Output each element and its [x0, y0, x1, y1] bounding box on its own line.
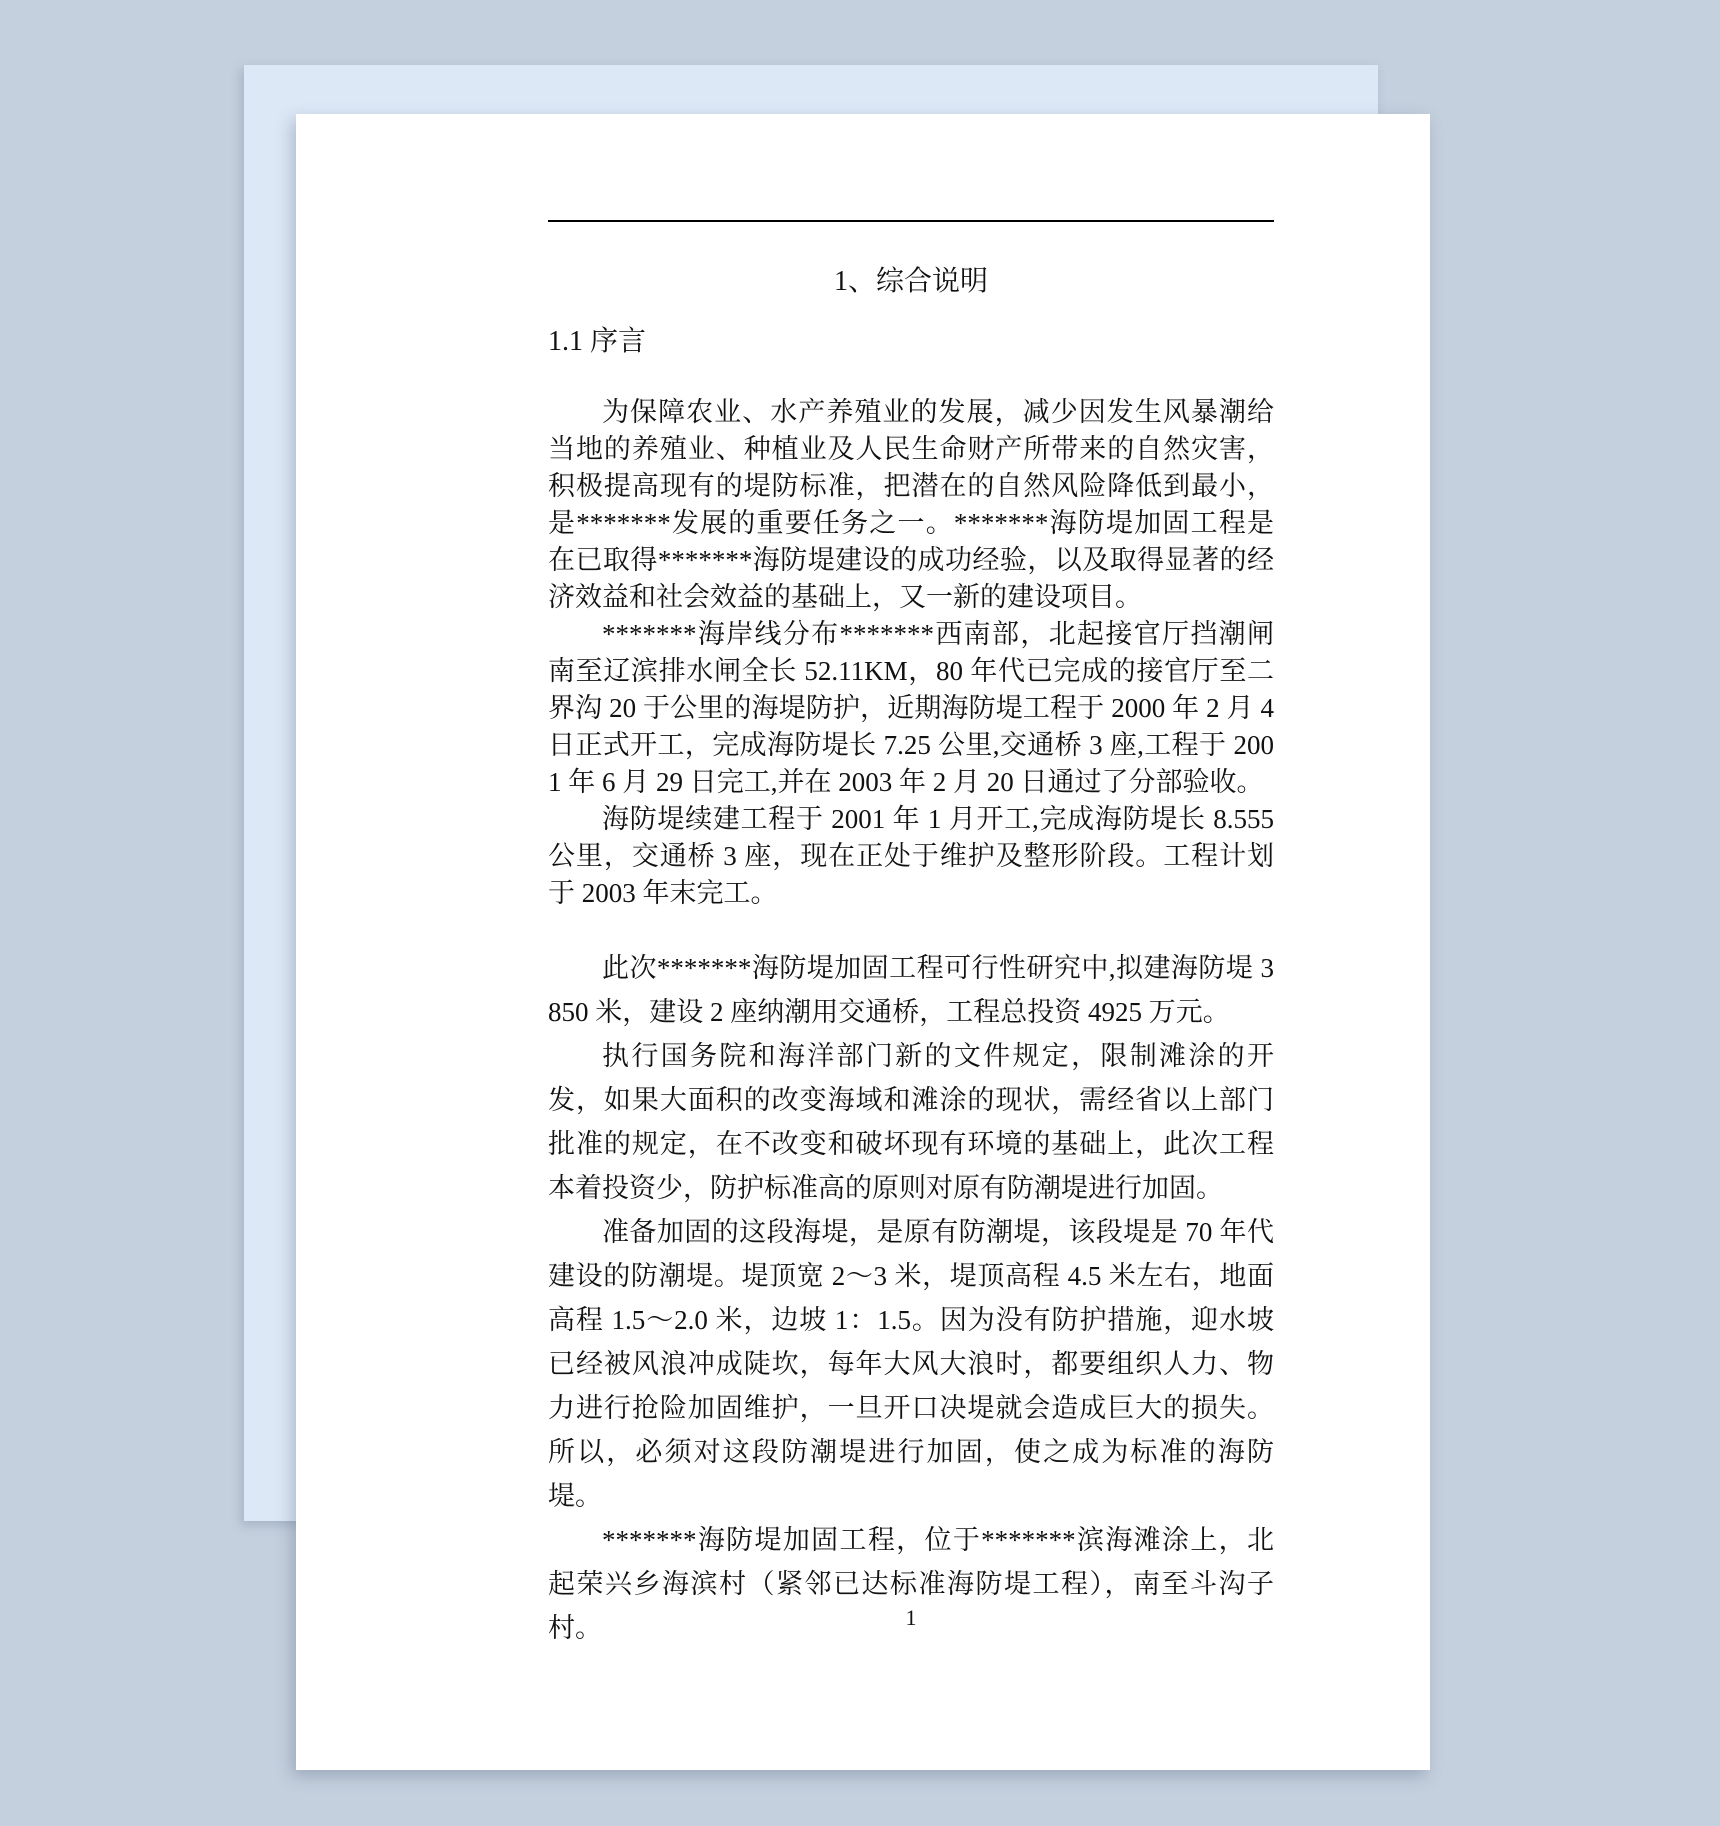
paragraph: 海防堤续建工程于 2001 年 1 月开工,完成海防堤长 8.555 公里，交通桥 3 座，现在正处于维护及整形阶段。工程计划于 2003 年末完工。 — [548, 804, 1274, 908]
document-title: 1、综合说明 — [833, 266, 988, 297]
paragraph: 准备加固的这段海堤，是原有防潮堤，该段堤是 70 年代建设的防潮堤。堤顶宽 2～3 米，堤顶高程 4.5 米左右，地面高程 1.5～2.0 米，边坡 1：1.5。因为没有防护措施，迎水坡已经被风浪冲成陡坎，每年大风大浪时，都要组织人力、物力进行抢险加固维护，一旦开口决堤就会造成巨大的损失。所以，必须对这段防潮堤进行加固，使之成为标准的海防堤。 — [548, 1217, 1274, 1511]
paragraph: 执行国务院和海洋部门新的文件规定，限制滩涂的开发，如果大面积的改变海域和滩涂的现状，需经省以上部门批准的规定，在不改变和破坏现有环境的基础上，此次工程本着投资少，防护标准高的原则对原有防潮堤进行加固。 — [548, 1041, 1274, 1203]
document-body — [548, 394, 1274, 1650]
header-rule — [548, 220, 1274, 222]
paragraph: 此次*******海防堤加固工程可行性研究中,拟建海防堤 3850 米，建设 2 座纳潮用交通桥，工程总投资 4925 万元。 — [548, 953, 1274, 1027]
paragraph: *******海岸线分布*******西南部，北起接官厅挡潮闸南至辽滨排水闸全长 52.11KM，80 年代已完成的接官厅至二界沟 20 于公里的海堤防护，近期海防堤工程于 2000 年 2 月 4 日正式开工，完成海防堤长 7.25 公里,交通桥 3 座,工程于 2001 年 6 月 29 日完工,并在 2003 年 2 月 20 日通过了分部验收。 — [548, 619, 1274, 797]
paragraph: *******海防堤加固工程，位于*******滨海滩涂上，北起荣兴乡海滨村（紧邻已达标准海防堤工程），南至斗沟子村。 — [548, 1525, 1274, 1643]
page-number: 1 — [905, 1605, 917, 1630]
section-heading: 1.1 序言 — [548, 326, 647, 357]
paragraph: 为保障农业、水产养殖业的发展，减少因发生风暴潮给当地的养殖业、种植业及人民生命财产所带来的自然灾害，积极提高现有的堤防标准，把潜在的自然风险降低到最小，是*******发展的重要任务之一。*******海防堤加固工程是在已取得*******海防堤建设的成功经验，以及取得显著的经济效益和社会效益的基础上，又一新的建设项目。 — [548, 397, 1274, 612]
document-page — [296, 114, 1430, 1770]
